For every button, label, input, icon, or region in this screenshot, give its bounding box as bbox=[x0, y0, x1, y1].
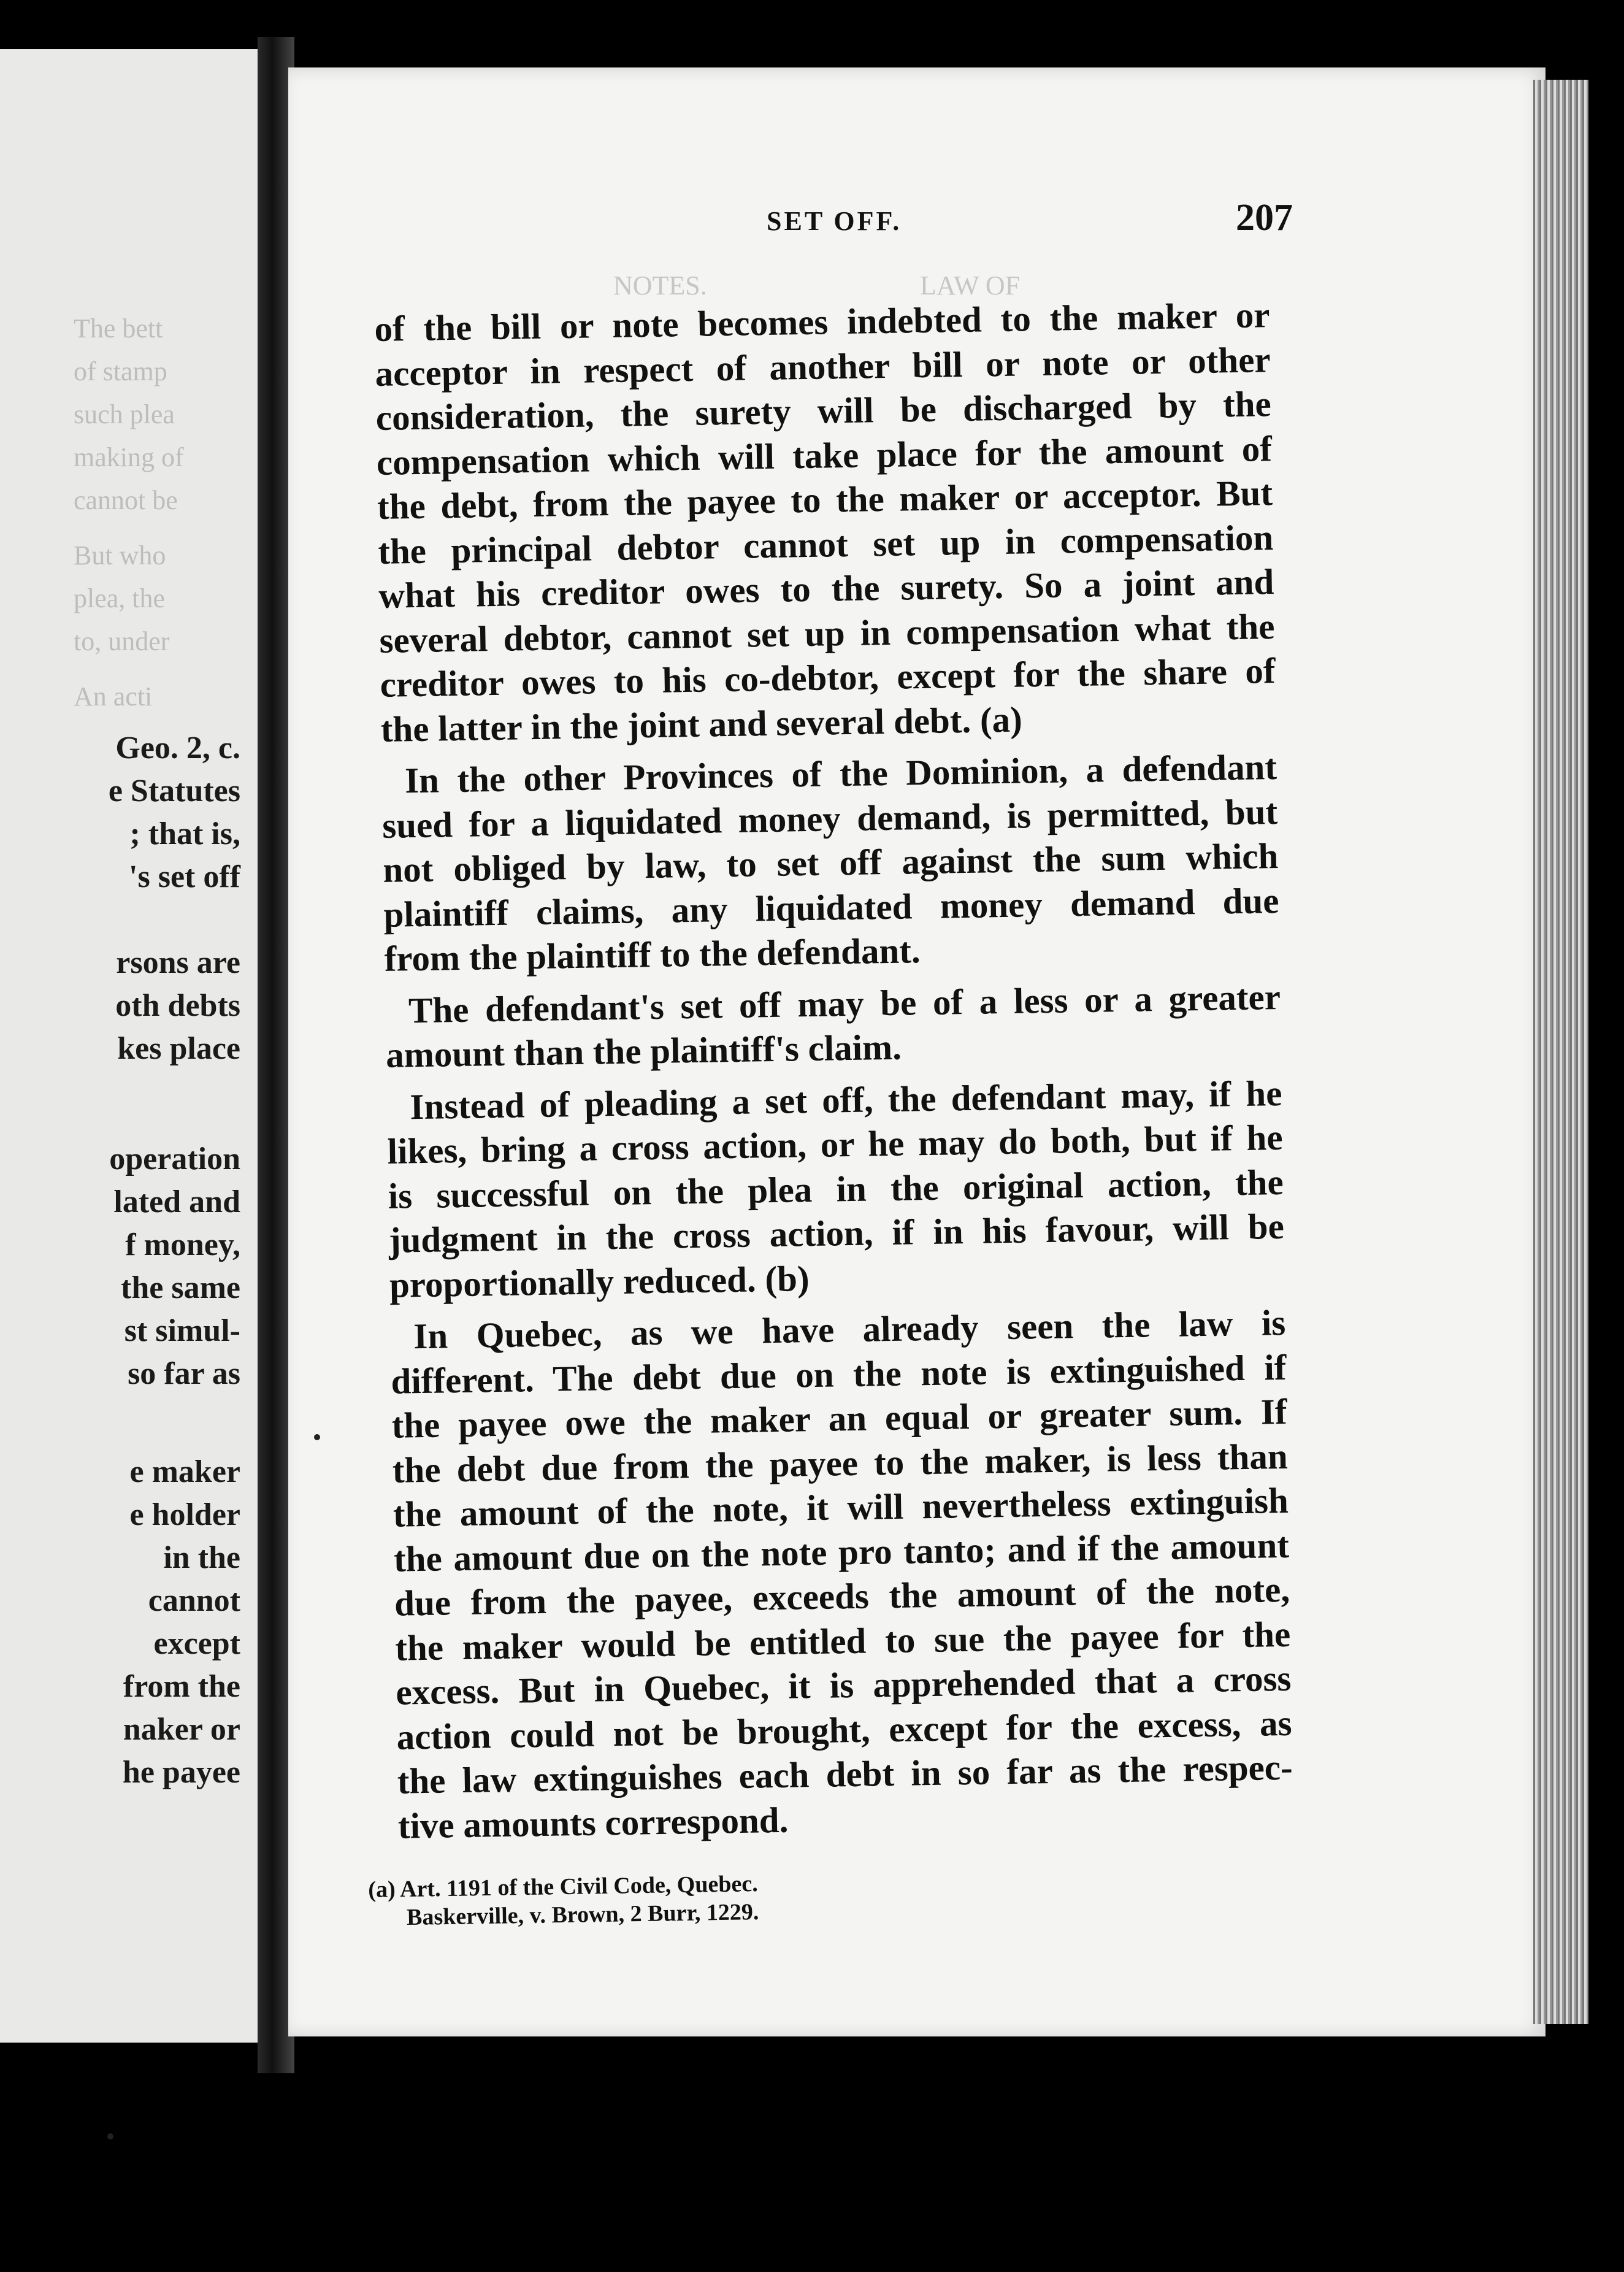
left-page-line: from the bbox=[123, 1669, 240, 1704]
text-line: the latter in the joint and several debt. (a) bbox=[380, 698, 1023, 750]
left-page-line: oth debts bbox=[115, 988, 240, 1023]
text-line: the debt, from the payee to the maker or acceptor. But bbox=[377, 472, 1273, 527]
left-page-line: e maker bbox=[129, 1454, 240, 1489]
text-line: the debt due from the payee to the maker, is less than bbox=[392, 1435, 1289, 1491]
bleed-through-text: LAW OF bbox=[920, 271, 1021, 301]
bleed-through-text: NOTES. bbox=[613, 271, 707, 301]
bleed-through-text: The bett bbox=[74, 313, 163, 343]
text-line: action could not be brought, except for the excess, as bbox=[396, 1702, 1292, 1757]
left-page-line: f money, bbox=[125, 1227, 240, 1262]
page-edges bbox=[1533, 80, 1588, 2024]
left-page-line: st simul- bbox=[124, 1313, 240, 1348]
left-page-line: 's set off bbox=[129, 859, 240, 894]
text-line: the maker would be entitled to sue the payee for the bbox=[394, 1613, 1291, 1668]
bleed-through-text: cannot be bbox=[74, 485, 178, 515]
text-line: sued for a liquidated money demand, is permitted, but bbox=[381, 791, 1278, 846]
left-page-line: e holder bbox=[129, 1497, 240, 1532]
text-line: the payee owe the maker an equal or greater sum. If bbox=[391, 1391, 1287, 1446]
body-text bbox=[374, 293, 1293, 1848]
left-page-line: kes place bbox=[117, 1031, 240, 1066]
text-line: not obliged by law, to set off against the sum which bbox=[382, 835, 1279, 890]
left-page-line: lated and bbox=[113, 1184, 240, 1219]
text-line: The defendant's set off may be of a less or a greater bbox=[408, 976, 1281, 1030]
page-number: 207 bbox=[1236, 197, 1293, 239]
left-page-line: rsons are bbox=[116, 945, 240, 980]
text-line: the amount of the note, it will nevertheless extinguish bbox=[393, 1479, 1289, 1535]
text-line: different. The debt due on the note is extinguished if bbox=[390, 1346, 1287, 1402]
text-line: from the plaintiff to the defendant. bbox=[384, 930, 921, 979]
left-page-line: the same bbox=[121, 1270, 240, 1305]
bleed-through-text: plea, the bbox=[74, 583, 166, 613]
previous-page bbox=[0, 49, 258, 2043]
left-page-line: so far as bbox=[128, 1356, 240, 1391]
left-page-line: Geo. 2, c. bbox=[115, 731, 240, 766]
ink-speck bbox=[107, 2133, 113, 2140]
text-line: tive amounts correspond. bbox=[397, 1799, 789, 1846]
text-line: the amount due on the note pro tanto; and if the amount bbox=[393, 1524, 1290, 1579]
text-line: due from the payee, exceeds the amount of the note, bbox=[394, 1568, 1290, 1624]
footnote-a: (a) Art. 1191 of the Civil Code, Quebec. bbox=[368, 1871, 758, 1903]
left-page-line: e Statutes bbox=[108, 773, 240, 808]
text-line: compensation which will take place for the amount of bbox=[376, 428, 1273, 483]
text-line: consideration, the surety will be discharged by the bbox=[375, 383, 1272, 438]
ink-speck bbox=[314, 1434, 320, 1440]
text-line: creditor owes to his co-debtor, except for the share of bbox=[380, 650, 1276, 705]
footnote-b: Baskerville, v. Brown, 2 Burr, 1229. bbox=[406, 1898, 759, 1931]
bleed-through-text: such plea bbox=[74, 399, 175, 429]
text-line: In Quebec, as we have already seen the law is bbox=[413, 1302, 1286, 1357]
bleed-through-text: An acti bbox=[74, 681, 153, 712]
text-line: amount than the plaintiff's claim. bbox=[385, 1026, 902, 1075]
text-line: several debtor, cannot set up in compensation what the bbox=[379, 605, 1275, 661]
text-line: Instead of pleading a set off, the defendant may, if he bbox=[409, 1072, 1282, 1127]
text-line: the law extinguishes each debt in so far as the respec- bbox=[397, 1746, 1293, 1802]
left-page-line: except bbox=[153, 1626, 240, 1661]
left-page-line: ; that is, bbox=[129, 816, 240, 851]
bleed-through-text: making of bbox=[74, 442, 184, 472]
text-line: plaintiff claims, any liquidated money demand due bbox=[383, 880, 1279, 935]
bleed-through-text: of stamp bbox=[74, 356, 167, 386]
left-page-line: naker or bbox=[123, 1712, 240, 1747]
text-line: is successful on the plea in the original action, the bbox=[388, 1161, 1284, 1216]
text-line: excess. But in Quebec, it is apprehended that a cross bbox=[395, 1657, 1292, 1713]
footnotes bbox=[368, 1864, 1105, 1932]
bleed-through-text: to, under bbox=[74, 626, 170, 656]
running-title: SET OFF. bbox=[767, 206, 902, 236]
text-line: In the other Provinces of the Dominion, a defendant bbox=[404, 746, 1277, 801]
left-page-line: he payee bbox=[122, 1755, 240, 1790]
bleed-through-text: But who bbox=[74, 540, 166, 570]
text-line: of the bill or note becomes indebted to the maker or bbox=[374, 294, 1270, 349]
left-page-line: operation bbox=[109, 1142, 240, 1176]
left-page-line: cannot bbox=[148, 1583, 240, 1618]
text-line: judgment in the cross action, if in his favour, will be bbox=[388, 1205, 1285, 1261]
left-page-line: in the bbox=[163, 1540, 240, 1575]
text-line: acceptor in respect of another bill or note or other bbox=[375, 339, 1271, 394]
text-line: the principal debtor cannot set up in compensation bbox=[377, 516, 1274, 572]
text-line: what his creditor owes to the surety. So a joint and bbox=[378, 561, 1274, 616]
text-line: likes, bring a cross action, or he may do both, but if he bbox=[387, 1116, 1283, 1172]
text-line: proportionally reduced. (b) bbox=[389, 1257, 810, 1305]
